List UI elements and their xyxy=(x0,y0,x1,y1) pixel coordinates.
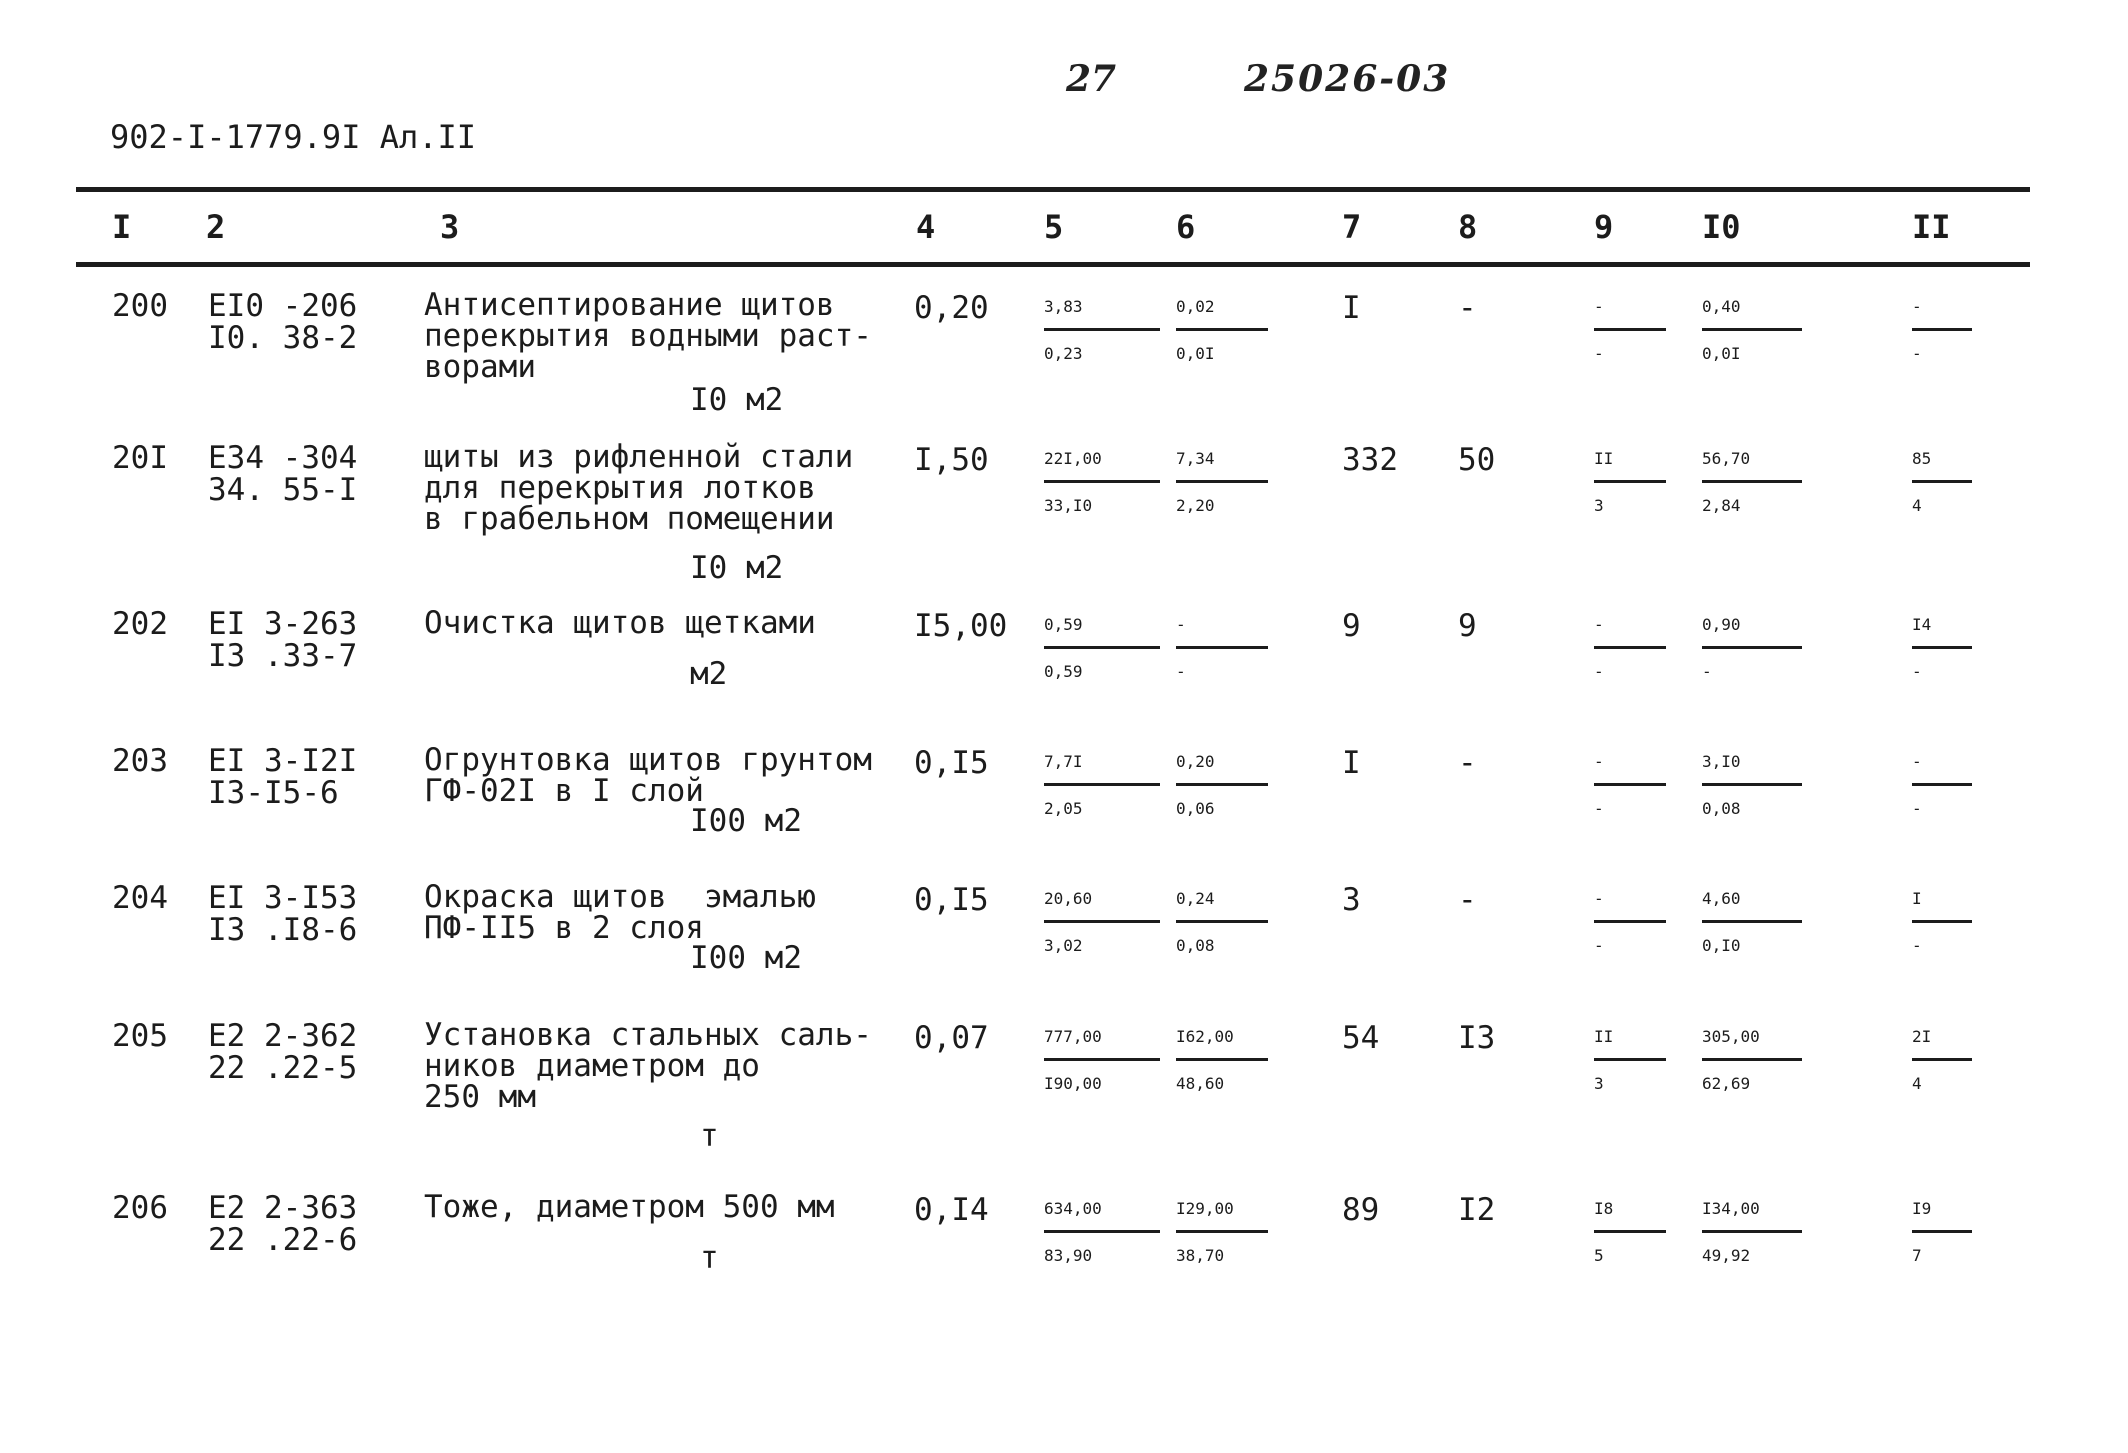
row-number: 202 xyxy=(112,606,168,642)
col10-top: 0,90 xyxy=(1702,608,1802,649)
page-number: 27 xyxy=(1066,58,1117,100)
row-number: 200 xyxy=(112,288,168,324)
col9-bottom: 3 xyxy=(1594,1074,1604,1093)
col5-bottom: 0,59 xyxy=(1044,662,1083,681)
col10-fraction xyxy=(1702,882,1802,963)
norm-code-primary: EI 3-I53 xyxy=(208,880,358,916)
norm-codes xyxy=(208,882,357,946)
unit-of-measure: т xyxy=(700,1240,719,1276)
col10-bottom: 0,I0 xyxy=(1702,936,1741,955)
table-row xyxy=(0,1017,2128,1180)
quantity: 0,07 xyxy=(914,1020,989,1056)
quantity: 0,I5 xyxy=(914,745,989,781)
col8-value: - xyxy=(1458,882,1477,918)
col6-top: 0,20 xyxy=(1176,745,1268,786)
col10-bottom: - xyxy=(1702,662,1712,681)
col11-fraction xyxy=(1912,882,1972,963)
col8-value: - xyxy=(1458,290,1477,326)
col9-bottom: - xyxy=(1594,344,1604,363)
norm-code-secondary: I3 .33-7 xyxy=(208,638,358,674)
col6-bottom: 38,70 xyxy=(1176,1246,1225,1265)
col5-fraction xyxy=(1044,290,1160,371)
col9-fraction xyxy=(1594,1192,1666,1273)
col6-top: I29,00 xyxy=(1176,1192,1268,1233)
work-description: Очистка щитов щетками xyxy=(424,605,816,641)
col5-bottom: 3,02 xyxy=(1044,936,1083,955)
col10-fraction xyxy=(1702,608,1802,689)
col6-top: 0,02 xyxy=(1176,290,1268,331)
col10-top: 56,70 xyxy=(1702,442,1802,483)
col10-bottom: 0,08 xyxy=(1702,799,1741,818)
row-number: 205 xyxy=(112,1018,168,1054)
col9-top: II xyxy=(1594,442,1666,483)
norm-code-secondary: 22 .22-6 xyxy=(208,1222,358,1258)
col11-fraction xyxy=(1912,442,1972,523)
table-row xyxy=(0,1189,2128,1352)
norm-codes xyxy=(208,745,357,809)
col9-top: I8 xyxy=(1594,1192,1666,1233)
col5-fraction xyxy=(1044,1020,1160,1101)
col6-bottom: 2,20 xyxy=(1176,496,1215,515)
norm-code-primary: EI0 -206 xyxy=(208,288,358,324)
col7-value: I xyxy=(1342,745,1361,781)
col9-bottom: - xyxy=(1594,662,1604,681)
norm-codes xyxy=(208,1020,357,1084)
col6-fraction xyxy=(1176,745,1268,826)
quantity: 0,20 xyxy=(914,290,989,326)
col5-bottom: 83,90 xyxy=(1044,1246,1093,1265)
col10-bottom: 49,92 xyxy=(1702,1246,1751,1265)
norm-code-secondary: I0. 38-2 xyxy=(208,320,358,356)
col5-top: 7,7I xyxy=(1044,745,1160,786)
col6-fraction xyxy=(1176,1192,1268,1273)
norm-code-secondary: 22 .22-5 xyxy=(208,1050,358,1086)
col10-bottom: 62,69 xyxy=(1702,1074,1751,1093)
col6-bottom: 48,60 xyxy=(1176,1074,1225,1093)
norm-codes xyxy=(208,608,357,672)
col11-top: - xyxy=(1912,290,1972,331)
work-description: Тоже, диаметром 500 мм xyxy=(424,1189,835,1225)
col7-value: 54 xyxy=(1342,1020,1380,1056)
col11-fraction xyxy=(1912,608,1972,689)
col11-bottom: - xyxy=(1912,344,1922,363)
norm-code-primary: E34 -304 xyxy=(208,440,358,476)
col8-value: I2 xyxy=(1458,1192,1496,1228)
col-header-3: 3 xyxy=(440,208,460,246)
col9-bottom: - xyxy=(1594,799,1604,818)
col6-fraction xyxy=(1176,1020,1268,1101)
unit-of-measure: I00 м2 xyxy=(690,940,802,976)
col5-fraction xyxy=(1044,1192,1160,1273)
col6-top: 0,24 xyxy=(1176,882,1268,923)
col11-fraction xyxy=(1912,745,1972,826)
col8-value: I3 xyxy=(1458,1020,1496,1056)
col9-fraction xyxy=(1594,1020,1666,1101)
col10-top: 305,00 xyxy=(1702,1020,1802,1061)
col8-value: - xyxy=(1458,745,1477,781)
col6-top: 7,34 xyxy=(1176,442,1268,483)
col10-fraction xyxy=(1702,1192,1802,1273)
col5-fraction xyxy=(1044,882,1160,963)
col5-bottom: 33,I0 xyxy=(1044,496,1093,515)
col9-top: II xyxy=(1594,1020,1666,1061)
unit-of-measure: I00 м2 xyxy=(690,803,802,839)
col8-value: 50 xyxy=(1458,442,1496,478)
col5-top: 3,83 xyxy=(1044,290,1160,331)
col5-bottom: I90,00 xyxy=(1044,1074,1102,1093)
col11-top: I9 xyxy=(1912,1192,1972,1233)
col10-top: 3,I0 xyxy=(1702,745,1802,786)
col10-top: 4,60 xyxy=(1702,882,1802,923)
col6-top: I62,00 xyxy=(1176,1020,1268,1061)
col6-fraction xyxy=(1176,290,1268,371)
col5-top: 777,00 xyxy=(1044,1020,1160,1061)
col5-fraction xyxy=(1044,745,1160,826)
col6-bottom: 0,06 xyxy=(1176,799,1215,818)
unit-of-measure: т xyxy=(700,1118,719,1154)
col11-bottom: - xyxy=(1912,799,1922,818)
col10-fraction xyxy=(1702,1020,1802,1101)
col9-bottom: 3 xyxy=(1594,496,1604,515)
col6-bottom: 0,08 xyxy=(1176,936,1215,955)
col8-value: 9 xyxy=(1458,608,1477,644)
col9-top: - xyxy=(1594,882,1666,923)
work-description: Огрунтовка щитов грунтом ГФ-02I в I слой xyxy=(424,742,872,809)
col5-top: 0,59 xyxy=(1044,608,1160,649)
row-number: 204 xyxy=(112,880,168,916)
col-header-7: 7 xyxy=(1342,208,1362,246)
unit-of-measure: м2 xyxy=(690,656,728,692)
quantity: 0,I5 xyxy=(914,882,989,918)
col11-bottom: 4 xyxy=(1912,496,1922,515)
col10-bottom: 0,0I xyxy=(1702,344,1741,363)
col11-top: - xyxy=(1912,745,1972,786)
col11-bottom: 4 xyxy=(1912,1074,1922,1093)
col5-bottom: 0,23 xyxy=(1044,344,1083,363)
col9-fraction xyxy=(1594,608,1666,689)
col9-fraction xyxy=(1594,442,1666,523)
col11-bottom: - xyxy=(1912,662,1922,681)
col6-top: - xyxy=(1176,608,1268,649)
norm-codes xyxy=(208,1192,357,1256)
document-number: 25026-03 xyxy=(1244,58,1451,100)
col5-bottom: 2,05 xyxy=(1044,799,1083,818)
col6-fraction xyxy=(1176,442,1268,523)
col5-top: 20,60 xyxy=(1044,882,1160,923)
work-description: щиты из рифленной стали для перекрытия лотков в грабельном помещении xyxy=(424,439,854,537)
col10-top: I34,00 xyxy=(1702,1192,1802,1233)
col-header-10: I0 xyxy=(1702,208,1741,246)
row-number: 203 xyxy=(112,743,168,779)
col5-top: 22I,00 xyxy=(1044,442,1160,483)
col11-fraction xyxy=(1912,1020,1972,1101)
unit-of-measure: I0 м2 xyxy=(690,550,784,586)
col6-bottom: - xyxy=(1176,662,1186,681)
col11-fraction xyxy=(1912,290,1972,371)
col11-bottom: 7 xyxy=(1912,1246,1922,1265)
row-number: 20I xyxy=(112,440,168,476)
norm-codes xyxy=(208,290,357,354)
quantity: I,50 xyxy=(914,442,989,478)
col-header-2: 2 xyxy=(206,208,226,246)
col-header-4: 4 xyxy=(916,208,936,246)
table-row xyxy=(0,287,2128,450)
col9-fraction xyxy=(1594,745,1666,826)
norm-code-primary: EI 3-263 xyxy=(208,606,358,642)
quantity: I5,00 xyxy=(914,608,1008,644)
quantity: 0,I4 xyxy=(914,1192,989,1228)
col7-value: I xyxy=(1342,290,1361,326)
col9-bottom: 5 xyxy=(1594,1246,1604,1265)
norm-code-secondary: I3-I5-6 xyxy=(208,775,339,811)
col6-fraction xyxy=(1176,608,1268,689)
col7-value: 89 xyxy=(1342,1192,1380,1228)
norm-code-primary: EI 3-I2I xyxy=(208,743,358,779)
col5-fraction xyxy=(1044,608,1160,689)
col-header-9: 9 xyxy=(1594,208,1614,246)
doc-code: 902-I-1779.9I Ал.II xyxy=(110,118,477,156)
work-description: Установка стальных саль- ников диаметром до 250 мм xyxy=(424,1017,872,1115)
table-top-rule xyxy=(76,187,2030,192)
col5-top: 634,00 xyxy=(1044,1192,1160,1233)
col11-top: 2I xyxy=(1912,1020,1972,1061)
col7-value: 332 xyxy=(1342,442,1398,478)
norm-code-primary: E2 2-362 xyxy=(208,1018,358,1054)
col-header-11: II xyxy=(1912,208,1951,246)
col-header-6: 6 xyxy=(1176,208,1196,246)
norm-code-primary: E2 2-363 xyxy=(208,1190,358,1226)
col5-fraction xyxy=(1044,442,1160,523)
col11-bottom: - xyxy=(1912,936,1922,955)
col9-top: - xyxy=(1594,608,1666,649)
col-header-8: 8 xyxy=(1458,208,1478,246)
col-header-5: 5 xyxy=(1044,208,1064,246)
norm-code-secondary: 34. 55-I xyxy=(208,472,358,508)
col11-top: I xyxy=(1912,882,1972,923)
work-description: Окраска щитов эмалью ПФ-II5 в 2 слоя xyxy=(424,879,816,946)
col10-fraction xyxy=(1702,745,1802,826)
work-description: Антисептирование щитов перекрытия водными раст- ворами xyxy=(424,287,872,385)
col10-fraction xyxy=(1702,290,1802,371)
col7-value: 3 xyxy=(1342,882,1361,918)
col-header-1: I xyxy=(112,208,132,246)
col7-value: 9 xyxy=(1342,608,1361,644)
row-number: 206 xyxy=(112,1190,168,1226)
col10-top: 0,40 xyxy=(1702,290,1802,331)
col9-bottom: - xyxy=(1594,936,1604,955)
table-header-rule xyxy=(76,262,2030,267)
col11-top: 85 xyxy=(1912,442,1972,483)
col6-bottom: 0,0I xyxy=(1176,344,1215,363)
norm-code-secondary: I3 .I8-6 xyxy=(208,912,358,948)
col11-top: I4 xyxy=(1912,608,1972,649)
norm-codes xyxy=(208,442,357,506)
col9-fraction xyxy=(1594,882,1666,963)
table-row xyxy=(0,439,2128,602)
col10-bottom: 2,84 xyxy=(1702,496,1741,515)
col9-top: - xyxy=(1594,745,1666,786)
col9-fraction xyxy=(1594,290,1666,371)
col9-top: - xyxy=(1594,290,1666,331)
col11-fraction xyxy=(1912,1192,1972,1273)
unit-of-measure: I0 м2 xyxy=(690,382,784,418)
col6-fraction xyxy=(1176,882,1268,963)
col10-fraction xyxy=(1702,442,1802,523)
